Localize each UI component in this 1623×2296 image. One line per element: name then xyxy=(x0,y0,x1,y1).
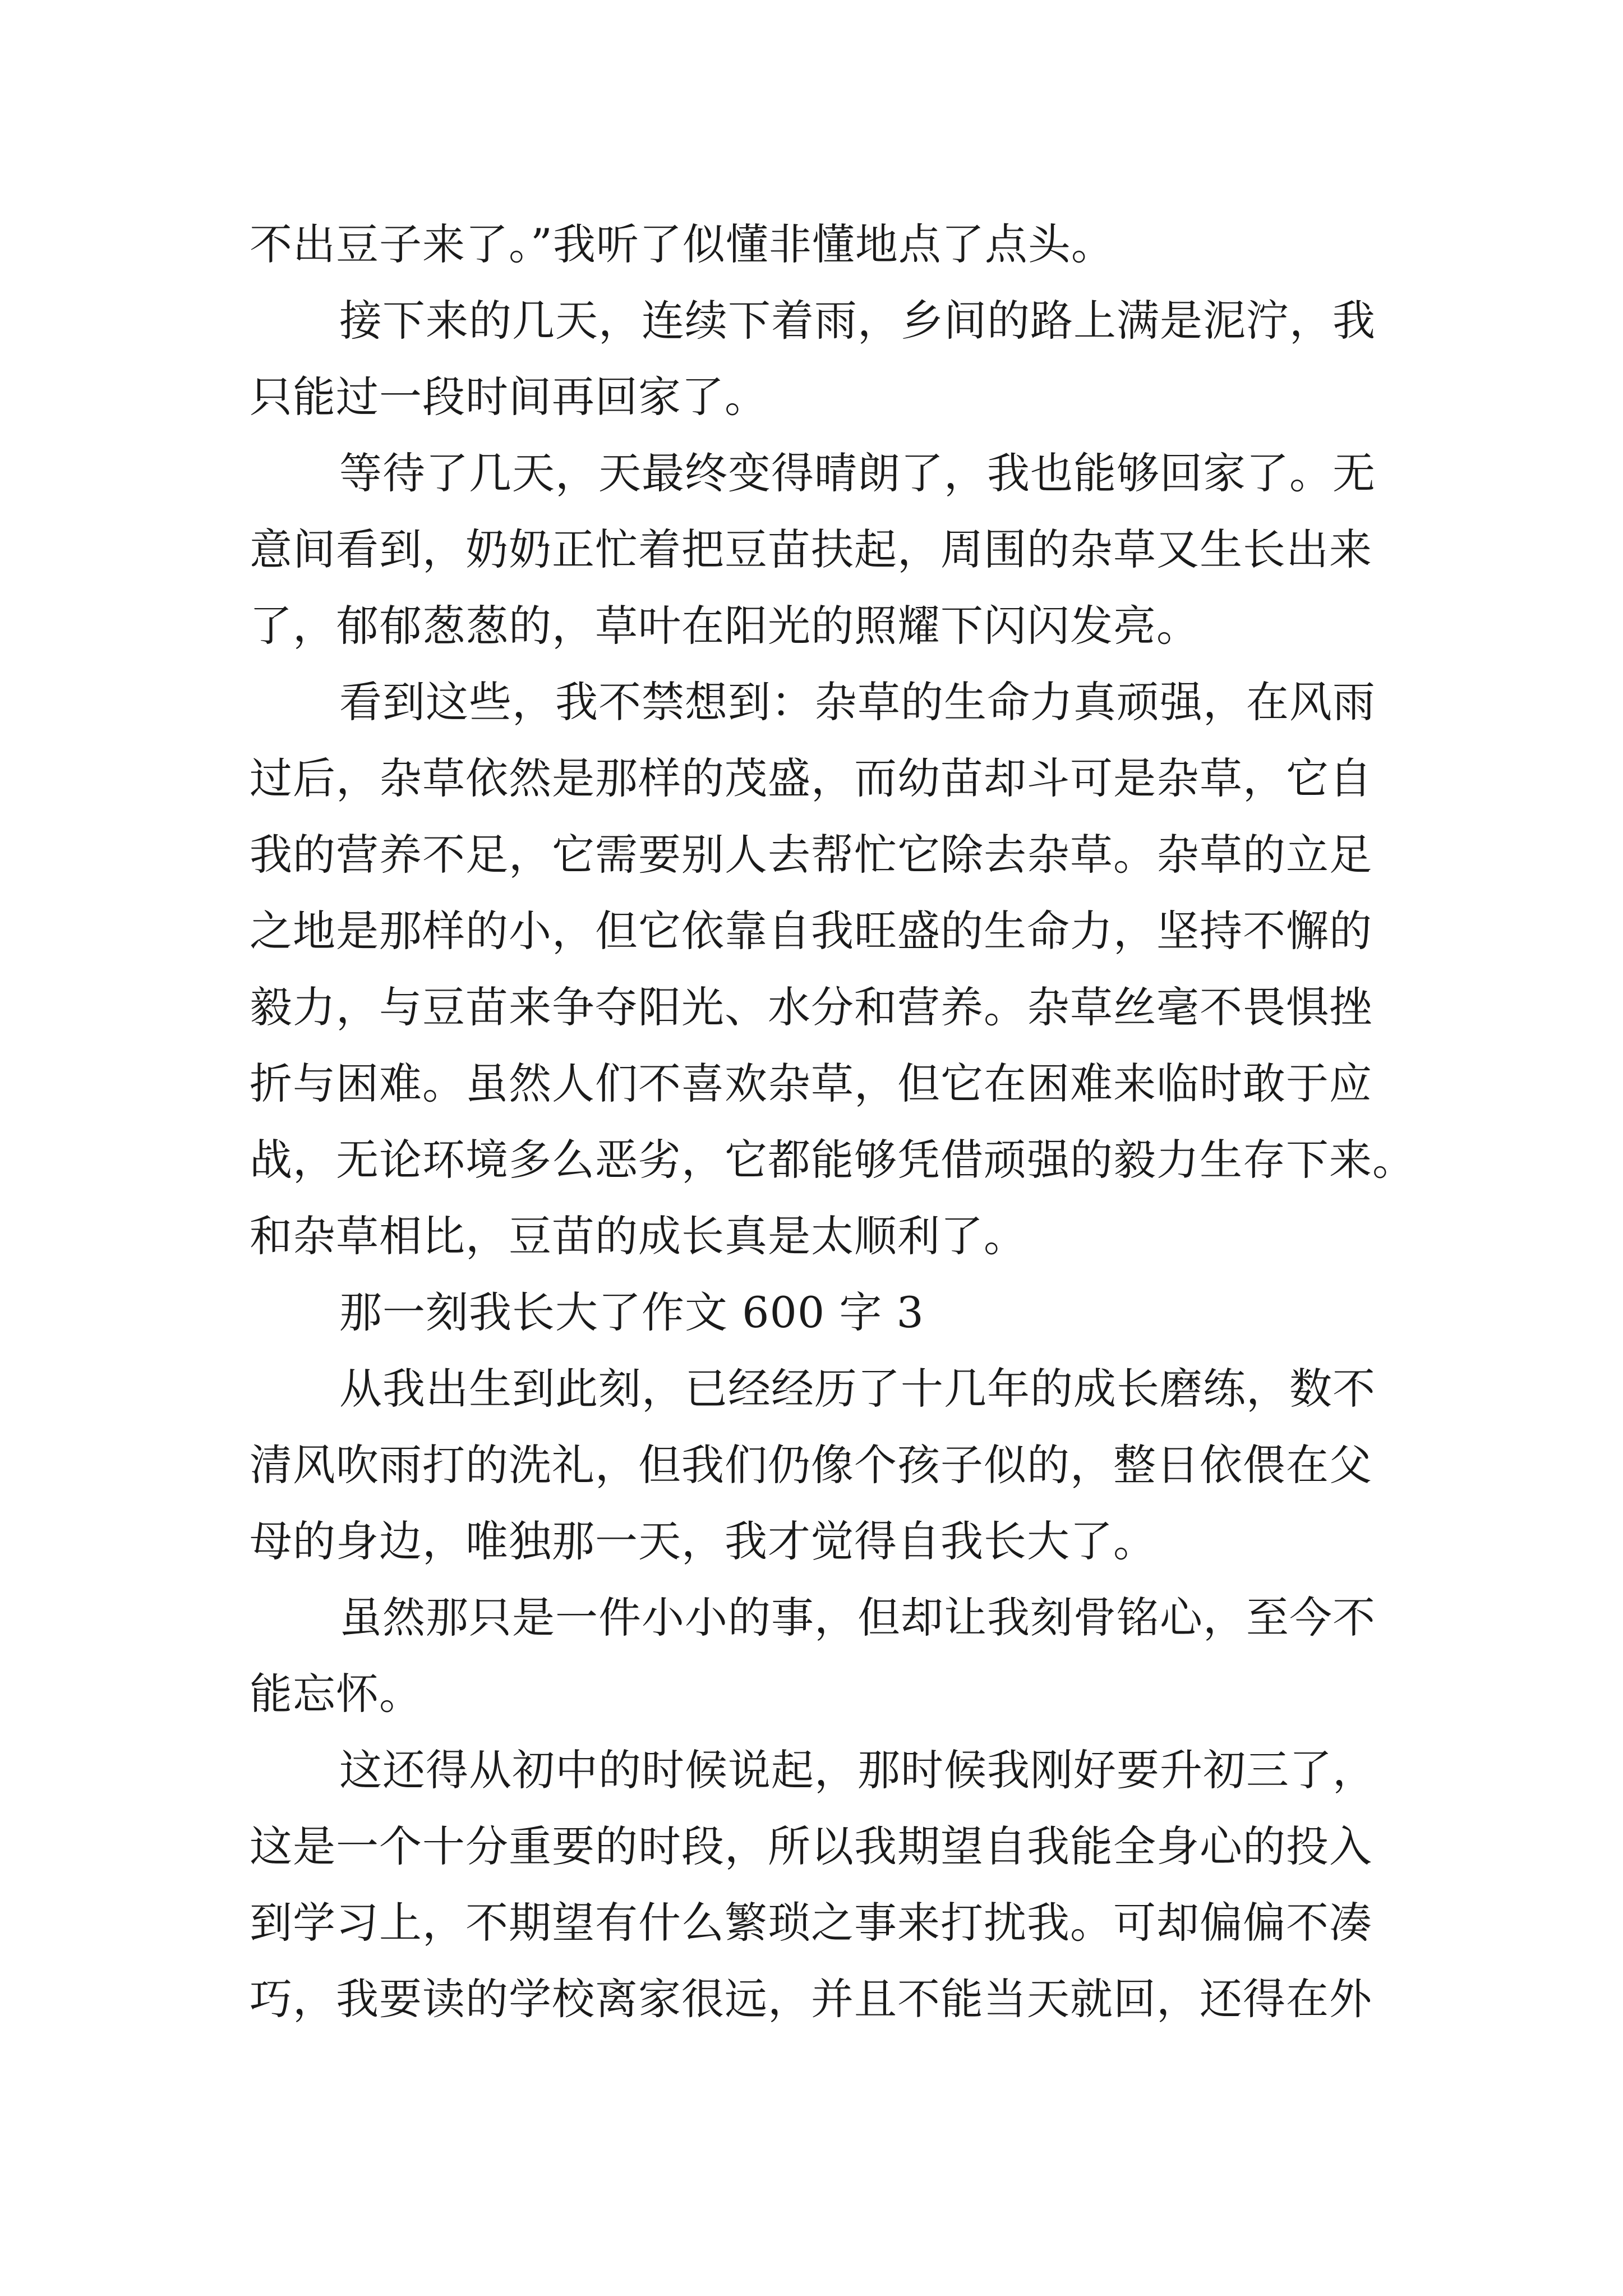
text-line: 母的身边，唯独那一天，我才觉得自我长大了。 xyxy=(250,1516,1156,1566)
text-line: 这还得从初中的时候说起，那时候我刚好要升初三了， xyxy=(339,1745,1376,1795)
text-line: 能忘怀。 xyxy=(250,1669,422,1719)
text-line: 毅力，与豆苗来争夺阳光、水分和营养。杂草丝毫不畏惧挫 xyxy=(250,982,1372,1032)
text-line: 巧，我要读的学校离家很远，并且不能当天就回，还得在外 xyxy=(250,1974,1372,2024)
text-line: 虽然那只是一件小小的事，但却让我刻骨铭心，至今不 xyxy=(339,1593,1376,1642)
text-line: 那一刻我长大了作文 600 字 3 xyxy=(339,1287,924,1337)
text-line: 从我出生到此刻，已经经历了十几年的成长磨练，数不 xyxy=(339,1364,1376,1414)
text-line: 接下来的几天，连续下着雨，乡间的路上满是泥泞，我 xyxy=(339,296,1376,346)
text-line: 看到这些，我不禁想到：杂草的生命力真顽强，在风雨 xyxy=(339,677,1376,727)
text-line: 之地是那样的小，但它依靠自我旺盛的生命力，坚持不懈的 xyxy=(250,906,1372,956)
text-line: 战，无论环境多么恶劣，它都能够凭借顽强的毅力生存下来。 xyxy=(250,1135,1415,1185)
text-line: 这是一个十分重要的时段，所以我期望自我能全身心的投入 xyxy=(250,1821,1372,1871)
text-line: 只能过一段时间再回家了。 xyxy=(250,372,768,422)
text-line: 到学习上，不期望有什么繁琐之事来打扰我。可却偏偏不凑 xyxy=(250,1898,1372,1948)
text-line: 折与困难。虽然人们不喜欢杂草，但它在困难来临时敢于应 xyxy=(250,1059,1372,1108)
essay-body xyxy=(250,206,1415,2037)
text-line: 意间看到，奶奶正忙着把豆苗扶起，周围的杂草又生长出来 xyxy=(250,524,1372,574)
text-line: 过后，杂草依然是那样的茂盛，而幼苗却斗可是杂草，它自 xyxy=(250,753,1372,803)
text-line: 了，郁郁葱葱的，草叶在阳光的照耀下闪闪发亮。 xyxy=(250,601,1200,651)
text-line: 清风吹雨打的洗礼，但我们仍像个孩子似的，整日依偎在父 xyxy=(250,1440,1372,1490)
text-line: 等待了几天，天最终变得晴朗了，我也能够回家了。无 xyxy=(339,448,1376,498)
text-line: 不出豆子来了。”我听了似懂非懂地点了点头。 xyxy=(250,219,1114,269)
text-line: 和杂草相比，豆苗的成长真是太顺利了。 xyxy=(250,1211,1027,1261)
text-line: 我的营养不足，它需要别人去帮忙它除去杂草。杂草的立足 xyxy=(250,830,1372,880)
